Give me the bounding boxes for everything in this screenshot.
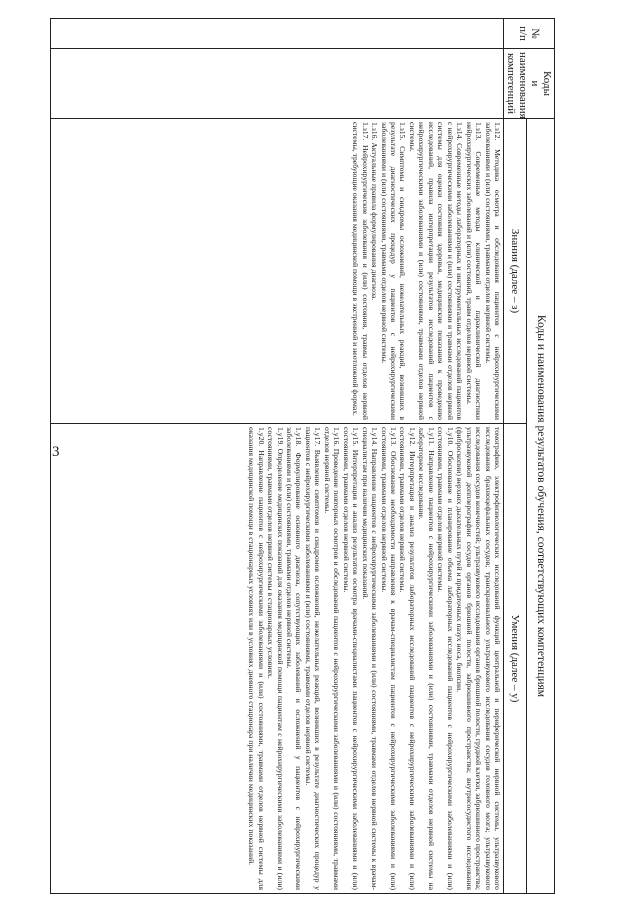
cell-skills — [51, 424, 504, 894]
skill-item: 1.у18. Формулирование основного диагноза, сопутствующих заболеваний и осложнений у пациентов с нейрохирургическими заболеваниями и (или) состояниями, травмами отделов нервной системы. — [285, 427, 304, 890]
skill-item: 1.у17. Выявление симптомов и синдромов осложнений, нежелательных реакций, возникших в результате диагностических процедур у пациентов с нейрохирургическими заболеваниями и (или) состояниями, травмами отделов нервной системы. — [303, 427, 323, 890]
skill-item: 1.у15. Интерпретация и анализ результатов осмотра врачами-специалистами пациентов с нейрохирургическими заболеваниями и (или) состояниями, травмами отделов нервной системы. — [341, 427, 361, 890]
cell-knowledge — [51, 119, 504, 424]
header-skills: Умения (далее – у) — [504, 424, 527, 894]
knowledge-item: 1.з16. Актуальные правила формулирования диагноза. — [370, 122, 380, 301]
knowledge-item: 1.з13. Современные методы клинической и параклинической диагностики нейрохирургических заболеваний и (или) состояний, травм отделов нервной системы. — [464, 122, 484, 420]
skill-item: 1.у10. Обоснование и планирование объема лабораторных исследований пациентов с нейрохирургическими заболеваниями и (или) состояниями, травмами отделов нервной системы. — [436, 427, 455, 890]
knowledge-item: 1.з12. Методика осмотра и обследования пациентов с нейрохирургическими заболеваниями и (или) состояниями, травмами отделов нервной системы. — [483, 122, 502, 420]
skill-item: 1.у11. Направление пациентов с нейрохирургическими заболеваниями и (или) состояниями, травмами отделов нервной системы на лабораторное исследование. — [417, 427, 436, 890]
header-competency-code: Коды и наименования компетенций — [504, 49, 555, 119]
rotated-page — [35, 0, 565, 911]
header-learning-results: Коды и наименования результатов обучения, соответствующих компетенциям — [527, 119, 555, 894]
knowledge-item: 1.з15. Симптомы и синдромы осложнений, нежелательных реакций, возникших в результате диагностических процедур у пациентов с нейрохирургическими заболеваниями и (или) состояниями, травмами отделов нервной системы. — [379, 122, 408, 420]
page-number: 3 — [52, 444, 60, 460]
skill-item: томографию, электрофизиологических исследований функций центральной и периферической нервной системы, ультразвукового исследования брахиоцефальных сосудов; транскраниального ультразвукового исследования сосудов головного мозга; ультразвукового исследования сосудов конечностей; ультразвукового исследования органов брюшной полости, грудной клетки, забрюшинного пространства; ультразвуковой допплерографии сосудов органов брюшной полости, забрюшинного пространства; внутрисосудистого исследования (фиброскопии) верхних дыхательных путей и придаточных пазух носа, биопсии. — [455, 427, 502, 890]
skill-item: 1.у12. Интерпретация и анализ результатов лабораторных исследований пациентов с нейрохирургическими заболеваниями и (или) состояниями, травмами отделов нервной системы. — [398, 427, 417, 890]
skill-item: 1.у16. Проведение повторных осмотров и обследований пациентов с нейрохирургическими заболеваниями и (или) состояниями, травмами отделов нервной системы. — [322, 427, 342, 890]
competencies-table — [50, 18, 555, 894]
header-knowledge: Знания (далее – з) — [504, 119, 527, 424]
skill-item: 1.у19. Определение медицинских показаний для оказания медицинской помощи пациентам с нейрохирургическими заболеваниями и (или) состояниями, травмами отделов нервной системы в стационарных условиях. — [266, 427, 285, 890]
skill-item: 1.у20. Направление пациентов с нейрохирургическими заболеваниями и (или) состояниями, травмами отделов нервной системы для оказания медицинской помощи в стационарных условиях или в условиях дневного стационара при наличии медицинских показаний. — [247, 427, 266, 890]
skill-item: 1.у13. Обоснование необходимости направления к врачам-специалистам пациентов с нейрохирургическими заболеваниями и (или) состояниями, травмами отделов нервной системы. — [379, 427, 399, 890]
cell-number — [51, 19, 504, 49]
header-number: № п/п — [504, 19, 555, 49]
knowledge-item: 1.з17. Нейрохирургические заболевания и (или) состояния, травмы отделов нервной системы, требующие оказания медицинской помощи в экстренной и неотложной формах. — [351, 122, 370, 420]
cell-competency-code — [51, 49, 504, 119]
skill-item: 1.у14. Направление пациентов с нейрохирургическими заболеваниями и (или) состояниями, травмами отделов нервной системы к врачам-специалистам при наличии медицинских показаний. — [360, 427, 380, 890]
knowledge-item: 1.з14. Современные методы лабораторных и инструментальных исследований пациентов с нейрохирургическими заболеваниями и (или) состояниями и травмами отделов нервной системы для оценки состояния здоровья, медицинские показания к проведению исследований, правила интерпретации результатов исследований пациентов с нейрохирургическими заболеваниями и (или) состояниями, травмами отделов нервной системы. — [407, 122, 465, 420]
